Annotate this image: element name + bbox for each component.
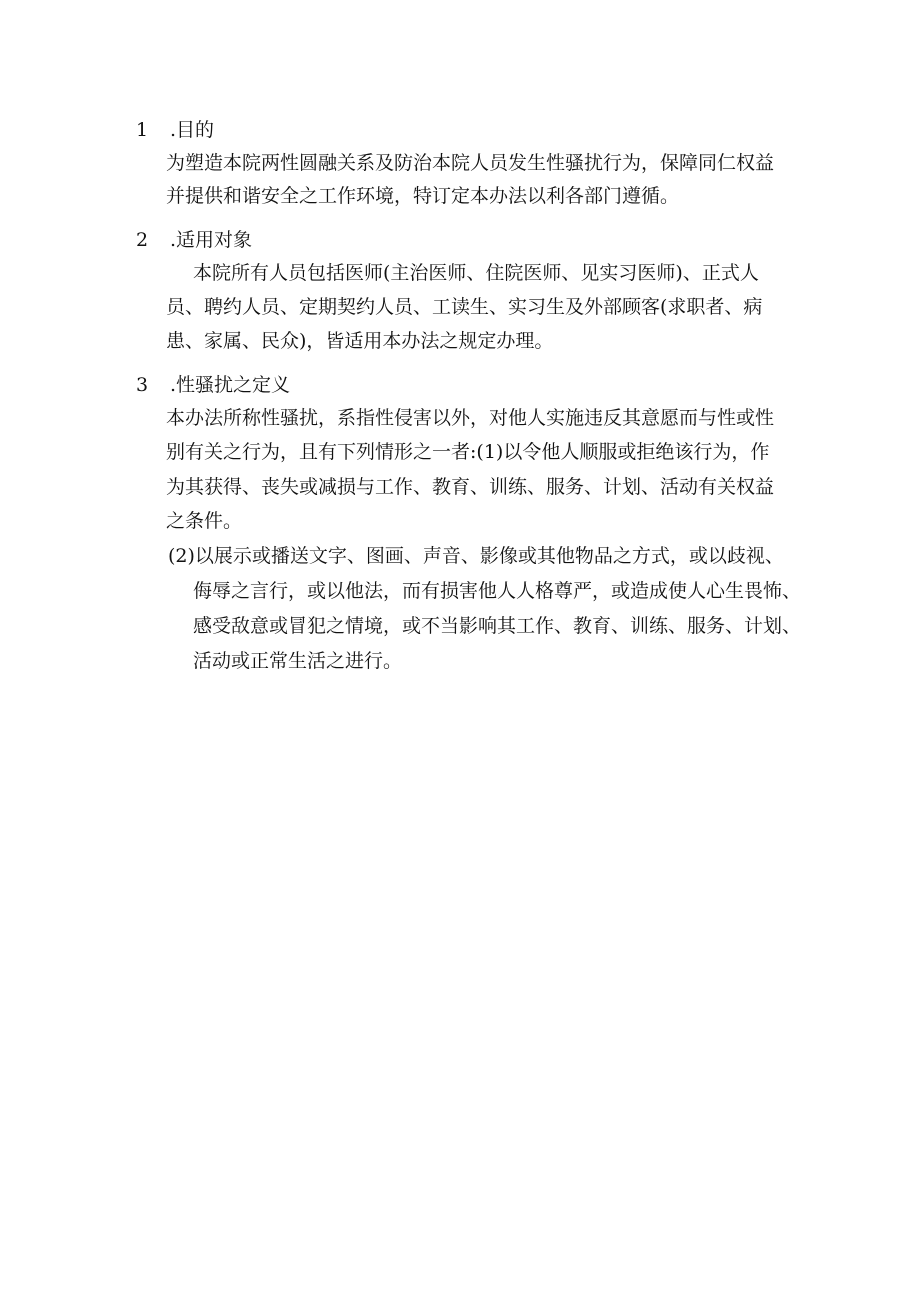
section-2-line-1: 本院所有人员包括医师(主治医师、住院医师、见实习医师)、正式人 [193, 262, 759, 284]
section-3-item-2-line-1: (2)以展示或播送文字、图画、声音、影像或其他物品之方式，或以歧视、 [168, 545, 784, 567]
section-1-number: 1 [136, 119, 149, 141]
section-1-heading [136, 115, 214, 145]
section-2-title: .适用对象 [170, 229, 253, 251]
section-3-line-4: 之条件。 [166, 510, 243, 532]
section-1-line-2: 并提供和谐安全之工作环境，特订定本办法以利各部门遵循。 [166, 185, 680, 207]
section-2-line-3: 患、家属、民众)，皆适用本办法之规定办理。 [166, 330, 554, 352]
section-1-line-1: 为塑造本院两性圆融关系及防治本院人员发生性骚扰行为，保障同仁权益 [166, 152, 775, 174]
section-3-line-1: 本办法所称性骚扰，系指性侵害以外，对他人实施违反其意愿而与性或性 [166, 407, 775, 429]
section-2-line-2: 员、聘约人员、定期契约人员、工读生、实习生及外部顾客(求职者、病 [166, 296, 763, 318]
section-3-line-3: 为其获得、丧失或减损与工作、教育、训练、服务、计划、活动有关权益 [166, 476, 775, 498]
section-1-title: .目的 [170, 119, 215, 141]
section-3-heading [136, 370, 290, 400]
section-3-item-2-line-4: 活动或正常生活之进行。 [193, 650, 403, 672]
section-3-line-2: 别有关之行为，且有下列情形之一者:(1)以令他人顺服或拒绝该行为，作 [166, 441, 770, 463]
section-3-title: .性骚扰之定义 [170, 374, 291, 396]
section-2-heading [136, 225, 252, 255]
section-3-number: 3 [136, 374, 149, 396]
section-3-item-2-line-3: 感受敌意或冒犯之情境，或不当影响其工作、教育、训练、服务、计划、 [193, 615, 802, 637]
section-3-item-2-line-2: 侮辱之言行，或以他法，而有损害他人人格尊严，或造成使人心生畏怖、 [193, 580, 802, 602]
section-2-number: 2 [136, 229, 149, 251]
